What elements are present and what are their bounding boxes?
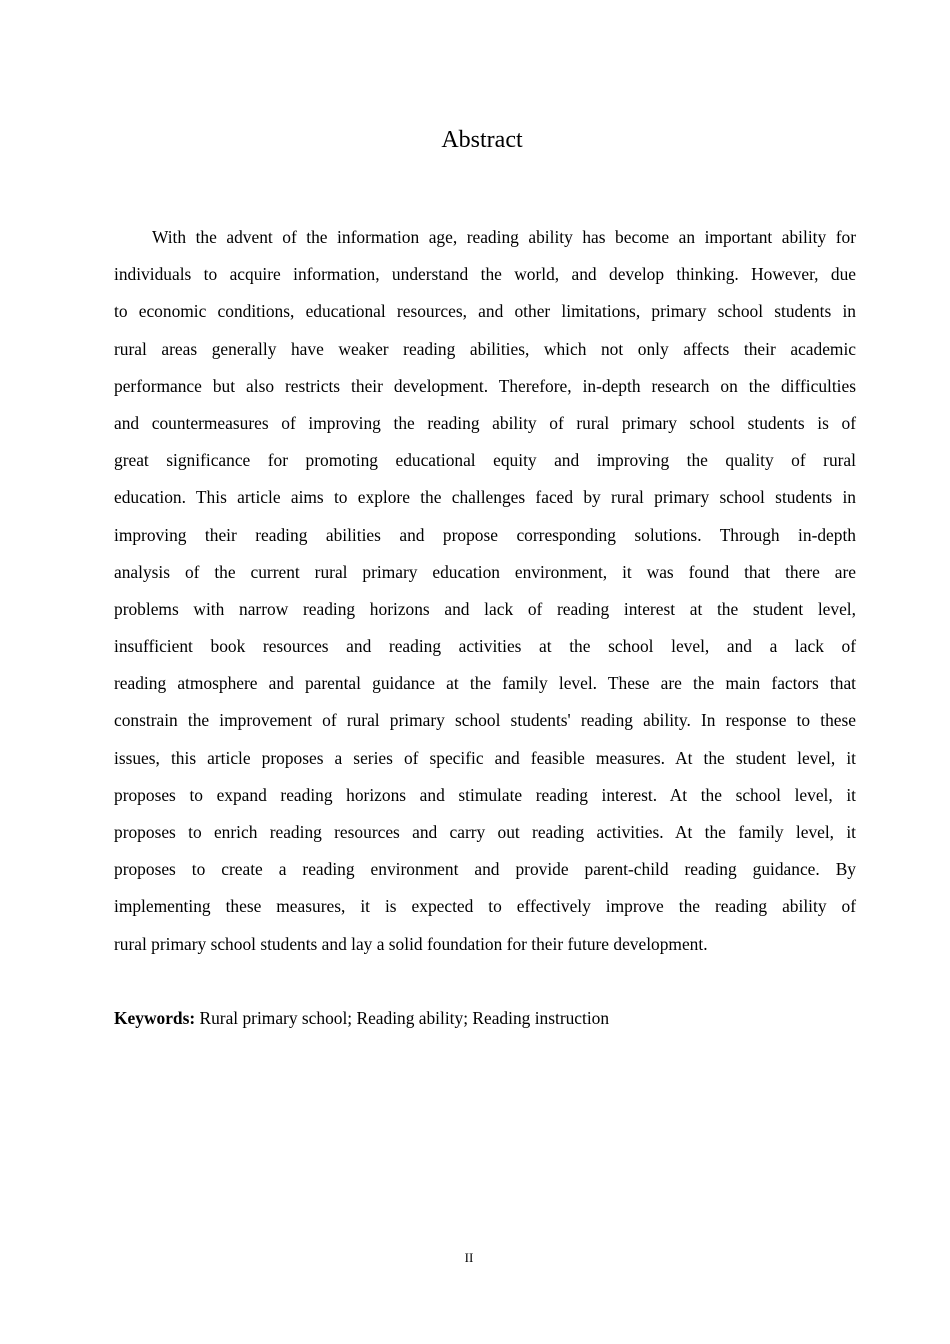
abstract-line: constrain the improvement of rural primary school students' reading ability. In response to these: [114, 710, 856, 731]
abstract-line: rural areas generally have weaker reading abilities, which not only affects their academic: [114, 338, 856, 359]
abstract-line: insufficient book resources and reading activities at the school level, and a lack of: [114, 636, 856, 657]
abstract-title: Abstract: [441, 127, 523, 153]
abstract-line: improving their reading abilities and propose corresponding solutions. Through in-depth: [114, 524, 856, 545]
abstract-line: great significance for promoting educational equity and improving the quality of rural: [114, 450, 856, 471]
abstract-line: performance but also restricts their development. Therefore, in-depth research on the difficulties: [114, 375, 856, 396]
abstract-line: individuals to acquire information, understand the world, and develop thinking. However, due: [114, 264, 856, 285]
abstract-line: proposes to create a reading environment and provide parent-child reading guidance. By: [114, 859, 856, 880]
abstract-line: reading atmosphere and parental guidance at the family level. These are the main factors that: [114, 673, 856, 694]
abstract-line: implementing these measures, it is expected to effectively improve the reading ability of: [114, 896, 856, 917]
abstract-line: proposes to enrich reading resources and carry out reading activities. At the family level, it: [114, 822, 856, 842]
keywords-line: [114, 1003, 856, 1033]
keywords-label: Keywords:: [114, 1008, 196, 1028]
abstract-line: and countermeasures of improving the reading ability of rural primary school students is of: [114, 412, 856, 433]
keywords-text: Rural primary school; Reading ability; Reading instruction: [195, 1008, 610, 1028]
abstract-line: analysis of the current rural primary education environment, it was found that there are: [114, 561, 856, 582]
page-number: II: [464, 1250, 474, 1265]
abstract-line: With the advent of the information age, reading ability has become an important ability for: [152, 227, 856, 247]
abstract-line: issues, this article proposes a series of specific and feasible measures. At the student level, it: [114, 747, 856, 768]
abstract-line: problems with narrow reading horizons and lack of reading interest at the student level,: [114, 598, 856, 619]
abstract-body: [114, 219, 856, 963]
abstract-line: to economic conditions, educational resources, and other limitations, primary school students in: [114, 301, 856, 322]
abstract-line: education. This article aims to explore the challenges faced by rural primary school students in: [114, 487, 856, 508]
abstract-line: proposes to expand reading horizons and stimulate reading interest. At the school level, it: [114, 784, 856, 805]
abstract-line: rural primary school students and lay a solid foundation for their future development.: [114, 933, 708, 954]
